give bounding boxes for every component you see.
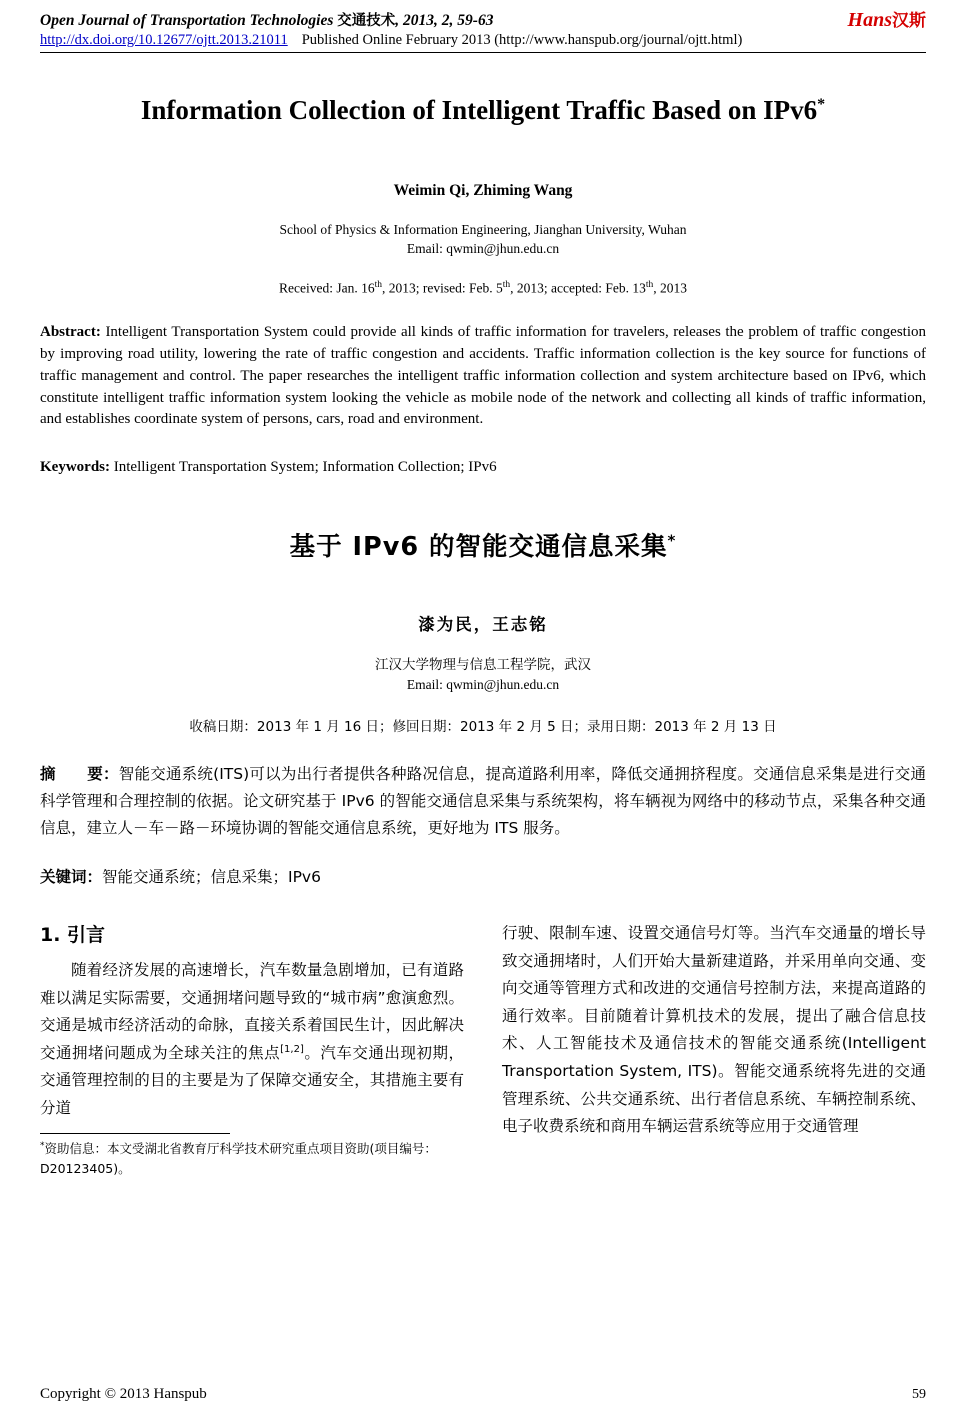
received-sup: th bbox=[374, 279, 382, 290]
publisher-logo-cn: 汉斯 bbox=[892, 11, 926, 31]
dates-tail: , 2013 bbox=[653, 280, 687, 296]
column-right bbox=[502, 920, 926, 1179]
journal-title-en: Open Journal of Transportation Technologies bbox=[40, 12, 334, 29]
footnote-marker: * bbox=[40, 1140, 45, 1151]
doi-link[interactable]: http://dx.doi.org/10.12677/ojtt.2013.21011 bbox=[40, 32, 288, 48]
accepted-label: , 2013; accepted: Feb. 13 bbox=[510, 280, 646, 296]
authors-cn: 漆为民，王志铭 bbox=[418, 614, 548, 634]
publisher-logo bbox=[848, 10, 926, 30]
email-cn: Email: qwmin@jhun.edu.cn bbox=[406, 677, 560, 693]
page-number: 59 bbox=[912, 1387, 926, 1402]
email-en: Email: qwmin@jhun.edu.cn bbox=[406, 240, 560, 256]
left-paragraph-part2: 。汽车交通出现初期，交通管理控制的目的主要是为了保障交通安全，其措施主要有分道 bbox=[40, 1043, 464, 1118]
affiliation-cn: 江汉大学物理与信息工程学院，武汉 bbox=[375, 656, 591, 673]
paper-title-cn-text: 基于 IPv6 的智能交通信息采集 bbox=[289, 531, 668, 562]
left-paragraph-part1: 随着经济发展的高速增长，汽车数量急剧增加，已有道路难以满足实际需要，交通拥堵问题导致的“城市病”愈演愈烈。交通是城市经济活动的命脉，直接关系着国民生计，因此解决交通拥堵问题成为全球关注的焦点 bbox=[40, 961, 464, 1062]
keywords-en bbox=[40, 457, 926, 479]
body-text-right bbox=[502, 920, 926, 1141]
paragraph bbox=[40, 957, 464, 1122]
body-text-left bbox=[40, 957, 464, 1122]
revised-label: , 2013; revised: Feb. 5 bbox=[382, 280, 503, 296]
published-online: Published Online February 2013 (http://www.hanspub.org/journal/ojtt.html) bbox=[301, 32, 743, 48]
paper-title-text: Information Collection of Intelligent Traffic Based on IPv6 bbox=[140, 95, 818, 125]
cn-title-footnote-marker: * bbox=[667, 531, 677, 550]
abstract-cn-label: 摘 要： bbox=[40, 765, 119, 784]
footnote bbox=[40, 1139, 464, 1180]
abstract-label: Abstract: bbox=[40, 324, 101, 341]
page-title bbox=[83, 93, 883, 128]
abstract-text: Intelligent Transportation System could provide all kinds of traffic information for travelers, releases the problem of traffic congestion by improving road utility, lowering the rate of traffic congestion and accidents. Traffic information collection is the key source for functions of traffic management and control. The paper researches the intelligent traffic information collection and system architecture based on IPv6, which constitute intelligent traffic information system looking the vehicle as mobile node of the network and collecting all kinds of traffic information, and establishes coordinate system of persons, cars, road and environment. bbox=[40, 324, 926, 428]
abstract-en bbox=[40, 322, 926, 431]
affiliation-en: School of Physics & Information Engineering, Jianghan University, Wuhan bbox=[279, 221, 687, 237]
running-head bbox=[40, 0, 926, 53]
keywords-cn-label: 关键词： bbox=[40, 868, 103, 887]
abstract-cn-text: 智能交通系统(ITS)可以为出行者提供各种路况信息，提高道路利用率，降低交通拥挤程度。交通信息采集是进行交通科学管理和合理控制的依据。论文研究基于 IPv6 的智能交通信息采集与系统架构，将车辆视为网络中的移动节点，采集各种交通信息，建立人－车－路－环境协调的智能交通信息系统，更好地为 ITS 服务。 bbox=[40, 765, 926, 837]
journal-issue: , 2013, 2, 59-63 bbox=[395, 12, 494, 29]
publisher-logo-en: Hans bbox=[847, 9, 892, 31]
copyright-text: Copyright © 2013 Hanspub bbox=[40, 1386, 207, 1402]
affiliation-block bbox=[40, 220, 926, 258]
keywords-label: Keywords: bbox=[40, 459, 110, 476]
paragraph: 行驶、限制车速、设置交通信号灯等。当汽车交通量的增长导致交通拥堵时，人们开始大量新建道路，并采用单向交通、变向交通等管理方式和改进的交通信号控制方法，来提高道路的通行效率。目前随着计算机技术的发展，提出了融合信息技术、人工智能技术及通信技术的智能交通系统(Intelligent Transportation System, ITS)。智能交通系统将先进的交通管理系统、公共交通系统、出行者信息系统、车辆控制系统、电子收费系统和商用车辆运营系统等应用于交通管理 bbox=[502, 924, 926, 1136]
abstract-cn bbox=[40, 761, 926, 841]
footnote-divider bbox=[40, 1133, 230, 1134]
footnote-text: 资助信息：本文受湖北省教育厅科学技术研究重点项目资助(项目编号：D20123405)。 bbox=[40, 1140, 437, 1176]
column-left bbox=[40, 920, 464, 1179]
affiliation-cn-block bbox=[40, 655, 926, 696]
keywords-cn bbox=[40, 865, 926, 890]
section-heading-introduction: 1. 引言 bbox=[40, 924, 106, 947]
journal-line bbox=[40, 0, 926, 30]
body-columns bbox=[40, 920, 926, 1179]
authors-en: Weimin Qi, Zhiming Wang bbox=[393, 181, 573, 199]
citation-ref: [1,2] bbox=[280, 1043, 304, 1055]
title-footnote-marker: * bbox=[817, 96, 826, 113]
paper-title-cn bbox=[40, 527, 926, 563]
revised-sup: th bbox=[502, 279, 511, 290]
accepted-sup: th bbox=[645, 279, 654, 290]
received-label: Received: Jan. 16 bbox=[279, 280, 375, 296]
keywords-cn-text: 智能交通系统；信息采集；IPv6 bbox=[102, 868, 321, 887]
keywords-text: Intelligent Transportation System; Information Collection; IPv6 bbox=[110, 459, 497, 476]
dates-cn: 收稿日期：2013 年 1 月 16 日；修回日期：2013 年 2 月 5 日；录用日期：2013 年 2 月 13 日 bbox=[189, 719, 777, 736]
page-footer bbox=[40, 1386, 926, 1403]
dates-en bbox=[40, 280, 926, 297]
doi-line bbox=[40, 32, 926, 49]
journal-title bbox=[40, 9, 493, 30]
header-divider bbox=[40, 52, 926, 53]
journal-title-cn: 交通技术 bbox=[337, 13, 396, 29]
